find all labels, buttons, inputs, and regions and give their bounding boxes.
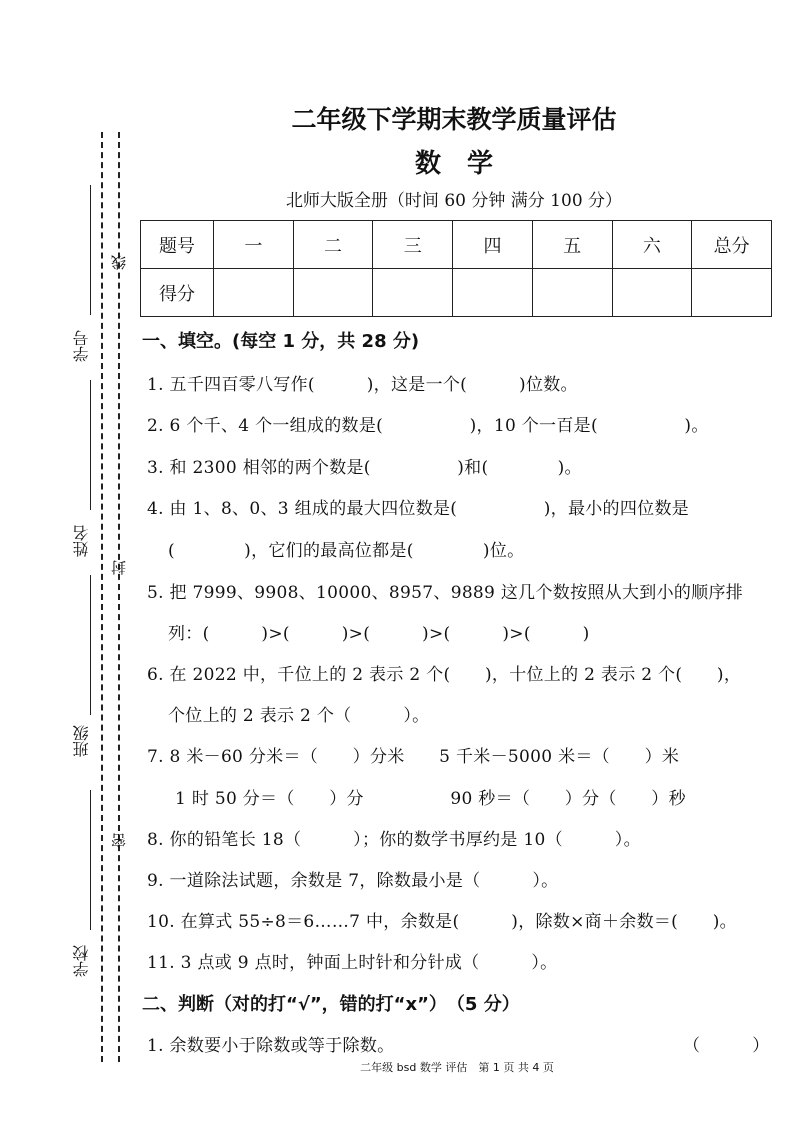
exam-title: 二年级下学期末教学质量评估 — [291, 105, 617, 134]
dense-mark: 密 — [110, 833, 128, 848]
question-line: 3. 和 2300 相邻的两个数是( )和( )。 — [147, 458, 582, 478]
cut-line-outer — [101, 132, 103, 1062]
name-underline — [90, 380, 91, 510]
question-line: 1. 五千四百零八写作( )，这是一个( )位数。 — [147, 375, 578, 395]
question-line: 4. 由 1、8、0、3 组成的最大四位数是( )，最小的四位数是 — [147, 499, 690, 519]
question-line: 10. 在算式 55÷8＝6……7 中，余数是( )，除数×商＋余数＝( )。 — [147, 912, 737, 932]
score-table — [140, 220, 772, 317]
question-line: 9. 一道除法试题，余数是 7，除数最小是（ ）。 — [147, 871, 559, 891]
question-line: 1 时 50 分＝（ ）分 90 秒＝（ ）分（ ）秒 — [175, 789, 686, 809]
school-underline — [90, 790, 91, 930]
table-cell: 总分 — [692, 221, 772, 269]
score-field[interactable] — [532, 269, 612, 317]
section-1-heading: 一、填空。(每空 1 分，共 28 分) — [142, 331, 420, 352]
table-cell: 四 — [453, 221, 533, 269]
school-label: 学校 — [72, 945, 91, 977]
question-line: 5. 把 7999、9908、10000、8957、9889 这几个数按照从大到小的顺序排 — [147, 583, 744, 603]
table-cell: 得分 — [141, 269, 214, 317]
edition-info: 北师大版全册（时间 60 分钟 满分 100 分） — [285, 191, 623, 211]
cut-line-inner — [118, 132, 120, 1062]
score-field[interactable] — [453, 269, 533, 317]
id-label: 学号 — [72, 330, 91, 362]
table-cell: 五 — [532, 221, 612, 269]
question-line: 2. 6 个千、4 个一组成的数是( )，10 个一百是( )。 — [147, 416, 709, 436]
question-line: 列：( )>( )>( )>( )>( ) — [168, 624, 590, 644]
question-line: 1. 余数要小于除数或等于除数。 — [147, 1036, 395, 1056]
question-line: 个位上的 2 表示 2 个（ ）。 — [168, 706, 430, 726]
class-underline — [90, 575, 91, 715]
question-line: 6. 在 2022 中，千位上的 2 表示 2 个( )，十位上的 2 表示 2 个( )， — [147, 665, 742, 685]
name-label: 姓名 — [72, 525, 91, 557]
section-2-heading: 二、判断（对的打“√”，错的打“x”） （5 分） — [142, 994, 520, 1015]
subject-title: 数 学 — [414, 149, 493, 179]
table-cell: 二 — [293, 221, 373, 269]
table-cell: 题号 — [141, 221, 214, 269]
judgement-blank: （ ） — [683, 1036, 770, 1056]
score-field[interactable] — [692, 269, 772, 317]
score-field[interactable] — [214, 269, 294, 317]
table-cell: 一 — [214, 221, 294, 269]
question-line: 8. 你的铅笔长 18（ ）；你的数学书厚约是 10（ ）。 — [147, 830, 641, 850]
score-field[interactable] — [373, 269, 453, 317]
class-label: 班级 — [72, 725, 91, 757]
question-line: 11. 3 点或 9 点时，钟面上时针和分针成（ ）。 — [147, 953, 558, 973]
question-line: ( )，它们的最高位都是( )位。 — [168, 541, 525, 561]
page-footer: 二年级 bsd 数学 评估 第 1 页 共 4 页 — [360, 1061, 554, 1074]
question-line: 7. 8 米－60 分米＝（ ）分米 5 千米－5000 米＝（ ）米 — [147, 747, 680, 767]
seal-mark: 封 — [110, 560, 128, 575]
table-cell: 六 — [612, 221, 692, 269]
score-field[interactable] — [612, 269, 692, 317]
table-cell: 三 — [373, 221, 453, 269]
table-row — [141, 269, 772, 317]
line-mark: 线 — [110, 255, 128, 270]
score-field[interactable] — [293, 269, 373, 317]
table-row — [141, 221, 772, 269]
